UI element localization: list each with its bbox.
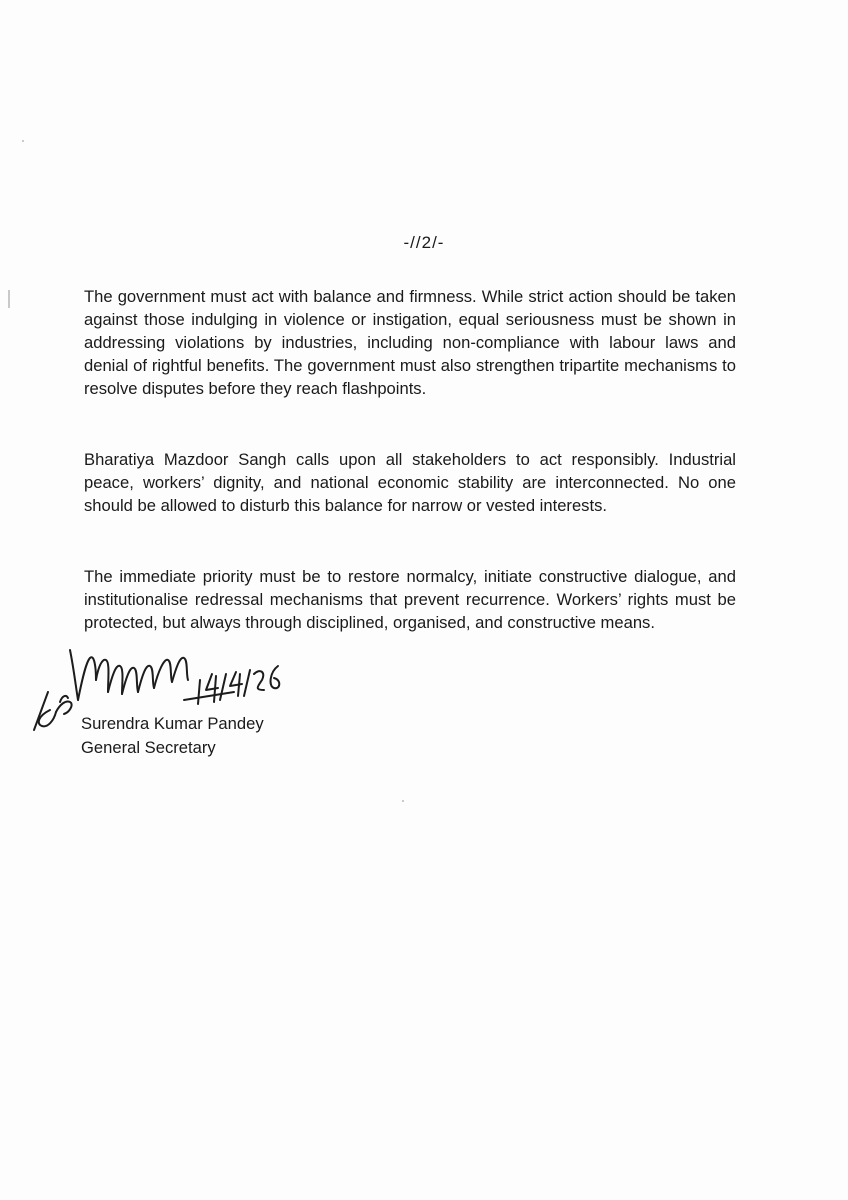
scan-speck bbox=[22, 140, 24, 142]
page-number: -//2/- bbox=[403, 233, 445, 252]
scan-speck bbox=[402, 800, 404, 802]
signer-name: Surendra Kumar Pandey bbox=[81, 714, 264, 733]
scan-edge-mark bbox=[8, 290, 10, 308]
paragraph-1: The government must act with balance and firmness. While strict action should be taken against those indulging in violence or instigation, equal seriousness must be shown in addressing violations by industries, including non-compliance with labour laws and denial of rightful benefits. The government must also strengthen tripartite mechanisms to resolve disputes before they reach flashpoints. bbox=[84, 287, 736, 398]
signature-block bbox=[30, 640, 330, 770]
paragraph-2: Bharatiya Mazdoor Sangh calls upon all stakeholders to act responsibly. Industrial peace, workers’ dignity, and national economic stability are interconnected. No one should be allowed to disturb this balance for narrow or vested interests. bbox=[84, 450, 736, 515]
paragraph-3: The immediate priority must be to restore normalcy, initiate constructive dialogue, and institutionalise redressal mechanisms that prevent recurrence. Workers’ rights must be protected, but always through disciplined, organised, and constructive means. bbox=[84, 567, 736, 632]
signer-title: General Secretary bbox=[81, 738, 216, 757]
